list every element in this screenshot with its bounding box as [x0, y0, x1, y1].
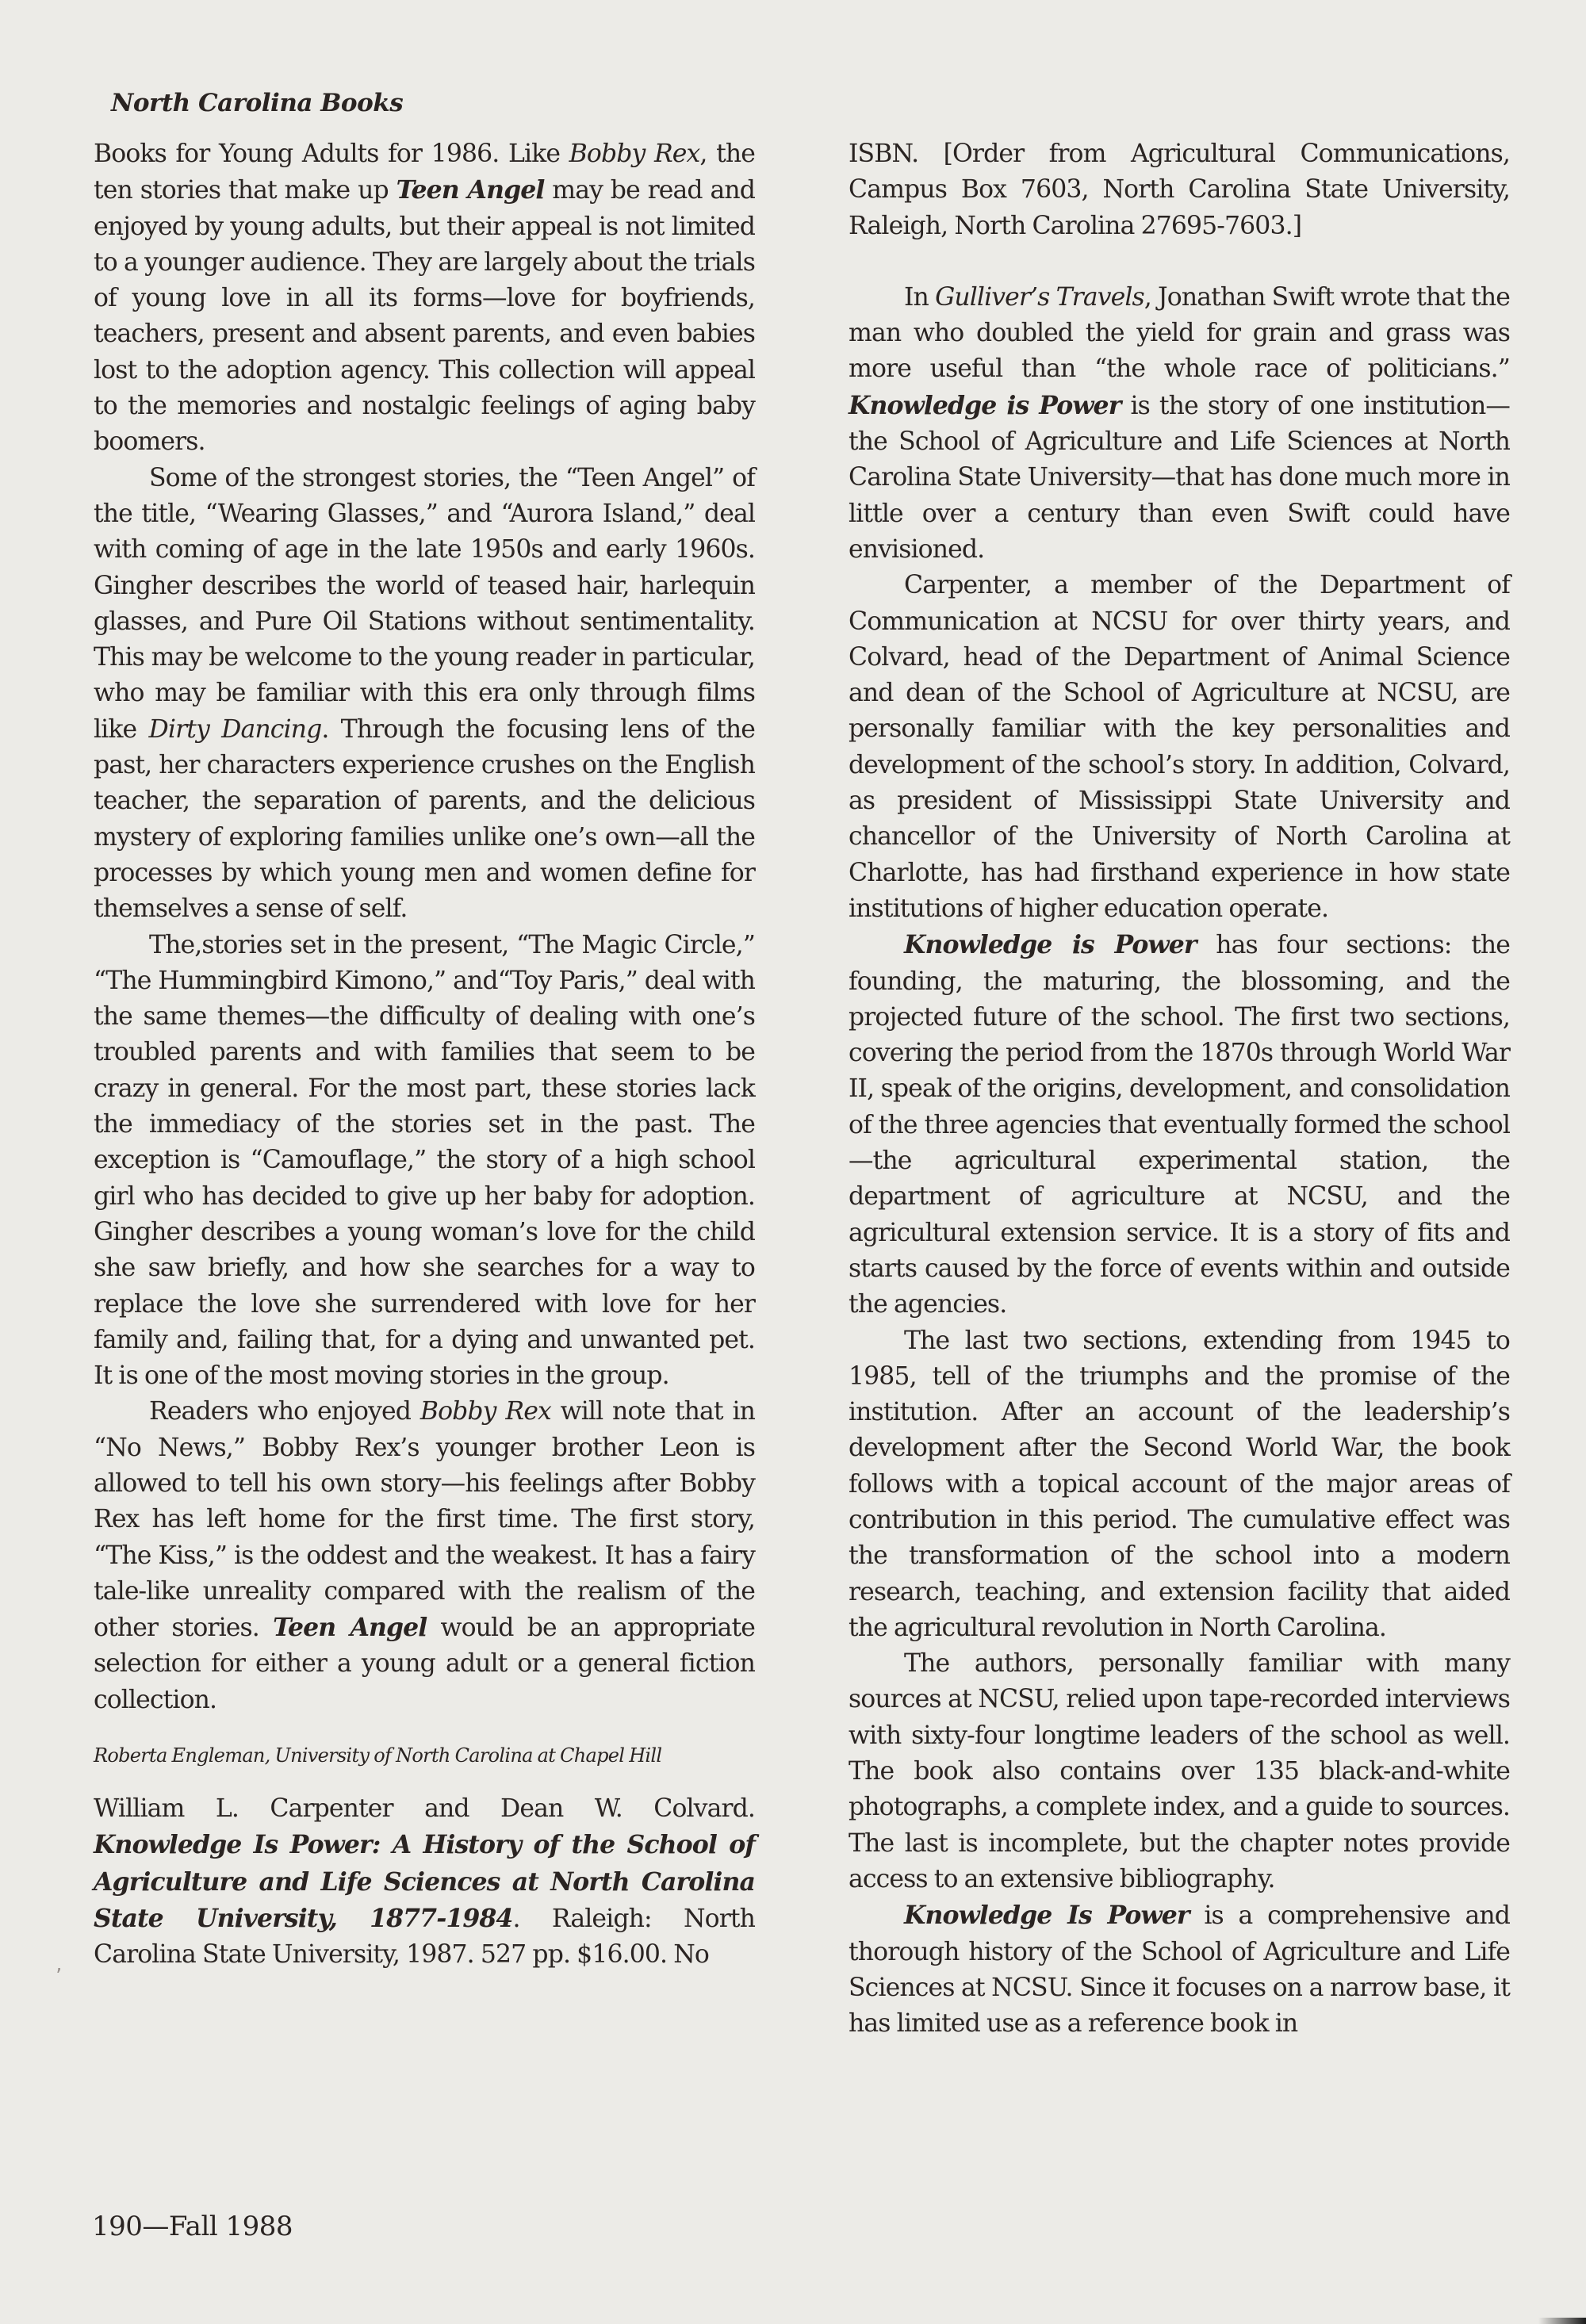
citation-imprint: . Raleigh: North Carolina State University, 1987. 527 pp. $16.00. No — [94, 1904, 756, 1970]
book-title-gullivers-travels: Gulliver’s Travels — [935, 282, 1144, 312]
right-column — [849, 136, 1510, 2042]
book-title-teen-angel: Teen Angel — [396, 175, 545, 205]
book-title-bobby-rex: Bobby Rex — [419, 1397, 551, 1426]
book-title-knowledge-is-power: Knowledge Is Power — [904, 1901, 1190, 1931]
book-title-bobby-rex: Bobby Rex — [569, 140, 700, 168]
paragraph-sources: The authors, personally familiar with many sources at NCSU, relied upon tape-recorded interviews with sixty-four longtime leaders of the school as well. The book also contains over 135 black-and-white photographs, a complete index, and a guide to sources. The last is incomplete, but the chapter notes provide access to an extensive bibliography. — [849, 1649, 1510, 1893]
paragraph-conclusion: Knowledge Is Power is a comprehensive and thorough history of the School of Agriculture and Life Sciences at NCSU. Since it focuses on a narrow base, it has limited use as a reference book in — [849, 1901, 1510, 2039]
citation-order-info: ISBN. [Order from Agricultural Communications, Campus Box 7603, North Carolina State University, Raleigh, North Carolina 27695-7603.] — [849, 140, 1510, 240]
pencil-mark: ʼ​ — [56, 1965, 63, 1989]
book-title-knowledge-is-power: Knowledge is Power — [904, 930, 1197, 960]
paragraph-last-two-sections: The last two sections, extending from 1945 to 1985, tell of the triumphs and the promise of the institution. After an account of the leadership’s development after the Second World War, the book follows with a topical account of the major areas of contribution in this period. The cumulative effect was the transformation of the school into a modern research, teaching, and extension facility that aided the agricultural revolution in North Carolina. — [849, 1326, 1510, 1642]
paragraph-authors-background: Carpenter, a member of the Department of Communication at NCSU for over thirty years, and Colvard, head of the Department of Animal Science and dean of the School of Agriculture at NCSU, are personally familiar with the key personalities and development of the school’s story. In addition, Colvard, as president of Mississippi State University and chancellor of the University of North Carolina at Charlotte, has had firsthand experience in how state institutions of higher education operate. — [849, 571, 1510, 923]
paragraph-gullivers-travels: In Gulliver’s Travels, Jonathan Swift wrote that the man who doubled the yield for grain and grass was more useful than “the whole race of politicians.” Knowledge is Power is the story of one institution—the School of Agriculture and Life Sciences at North Carolina State University—that has done much more in little over a century than even Swift could have envisioned. — [849, 282, 1511, 564]
paragraph-bobby-rex-readers: Readers who enjoyed Bobby Rex will note that in “No News,” Bobby Rex’s younger brother Leon is allowed to tell his own story—his feelings after Bobby Rex has left home for the first time. The first story, “The Kiss,” is the oddest and the weakest. It has a fairy tale-like unreality compared with the realism of the other stories. Teen Angel would be an appropriate selection for either a young adult or a general fiction collection. — [94, 1397, 756, 1714]
citation-authors: William L. Carpenter and Dean W. Colvard. — [94, 1794, 755, 1824]
citation-title: Knowledge Is Power: A History of the School of Agriculture and Life Sciences at North Carolina State University, 1877-1984 — [94, 1830, 755, 1933]
page-folio: 190—Fall 1988 — [92, 2211, 293, 2242]
paragraph-teen-angel-intro: Books for Young Adults for 1986. Like Bobby Rex, the ten stories that make up Teen Angel may be read and enjoyed by young adults, but their appeal is not limited to a younger audience. They are largely about the trials of young love in all its forms—love for boyfriends, teachers, present and absent parents, and even babies lost to the adoption agency. This collection will appeal to the memories and nostalgic feelings of aging baby boomers. — [94, 140, 755, 457]
book-title-teen-angel: Teen Angel — [273, 1613, 427, 1643]
book-citation — [94, 1791, 755, 1973]
running-head: North Carolina Books — [111, 89, 404, 117]
page-edge-shadow — [1538, 2318, 1586, 2324]
reviewer-byline: Roberta Engleman, University of North Carolina at Chapel Hill — [94, 1744, 662, 1767]
paragraph-strongest-stories: Some of the strongest stories, the “Teen Angel” of the title, “Wearing Glasses,” and “Aurora Island,” deal with coming of age in the late 1950s and early 1960s. Gingher describes the world of teased hair, harlequin glasses, and Pure Oil Stations without sentimentality. This may be welcome to the young reader in particular, who may be familiar with this era only through films like Dirty Dancing. Through the focusing lens of the past, her characters experience crushes on the English teacher, the separation of parents, and the delicious mystery of exploring families unlike one’s own—all the processes by which young men and women define for themselves a sense of self. — [94, 463, 755, 924]
paragraph-four-sections: Knowledge is Power has four sections: the founding, the maturing, the blossoming, and the projected future of the school. The first two sections, covering the period from the 1870s through World War II, speak of the origins, development, and consolidation of the three agencies that eventually formed the school—the agricultural experimental station, the department of agriculture at NCSU, and the agricultural extension service. It is a story of fits and starts caused by the force of events within and outside the agencies. — [849, 930, 1510, 1319]
paragraph-present-stories: The,stories set in the present, “The Magic Circle,” “The Hummingbird Kimono,” and“Toy Paris,” deal with the same themes—the difficulty of dealing with one’s troubled parents and with families that seem to be crazy in general. For the most part, these stories lack the immediacy of the stories set in the past. The exception is “Camouflage,” the story of a high school girl who has decided to give up her baby for adoption. Gingher describes a young woman’s love for the child she saw briefly, and how she searches for a way to replace the love she surrendered with love for her family and, failing that, for a dying and unwanted pet. It is one of the most moving stories in the group. — [94, 930, 755, 1391]
left-column — [94, 136, 755, 1974]
film-title-dirty-dancing: Dirty Dancing — [148, 714, 322, 744]
book-title-knowledge-is-power: Knowledge is Power — [849, 390, 1121, 420]
